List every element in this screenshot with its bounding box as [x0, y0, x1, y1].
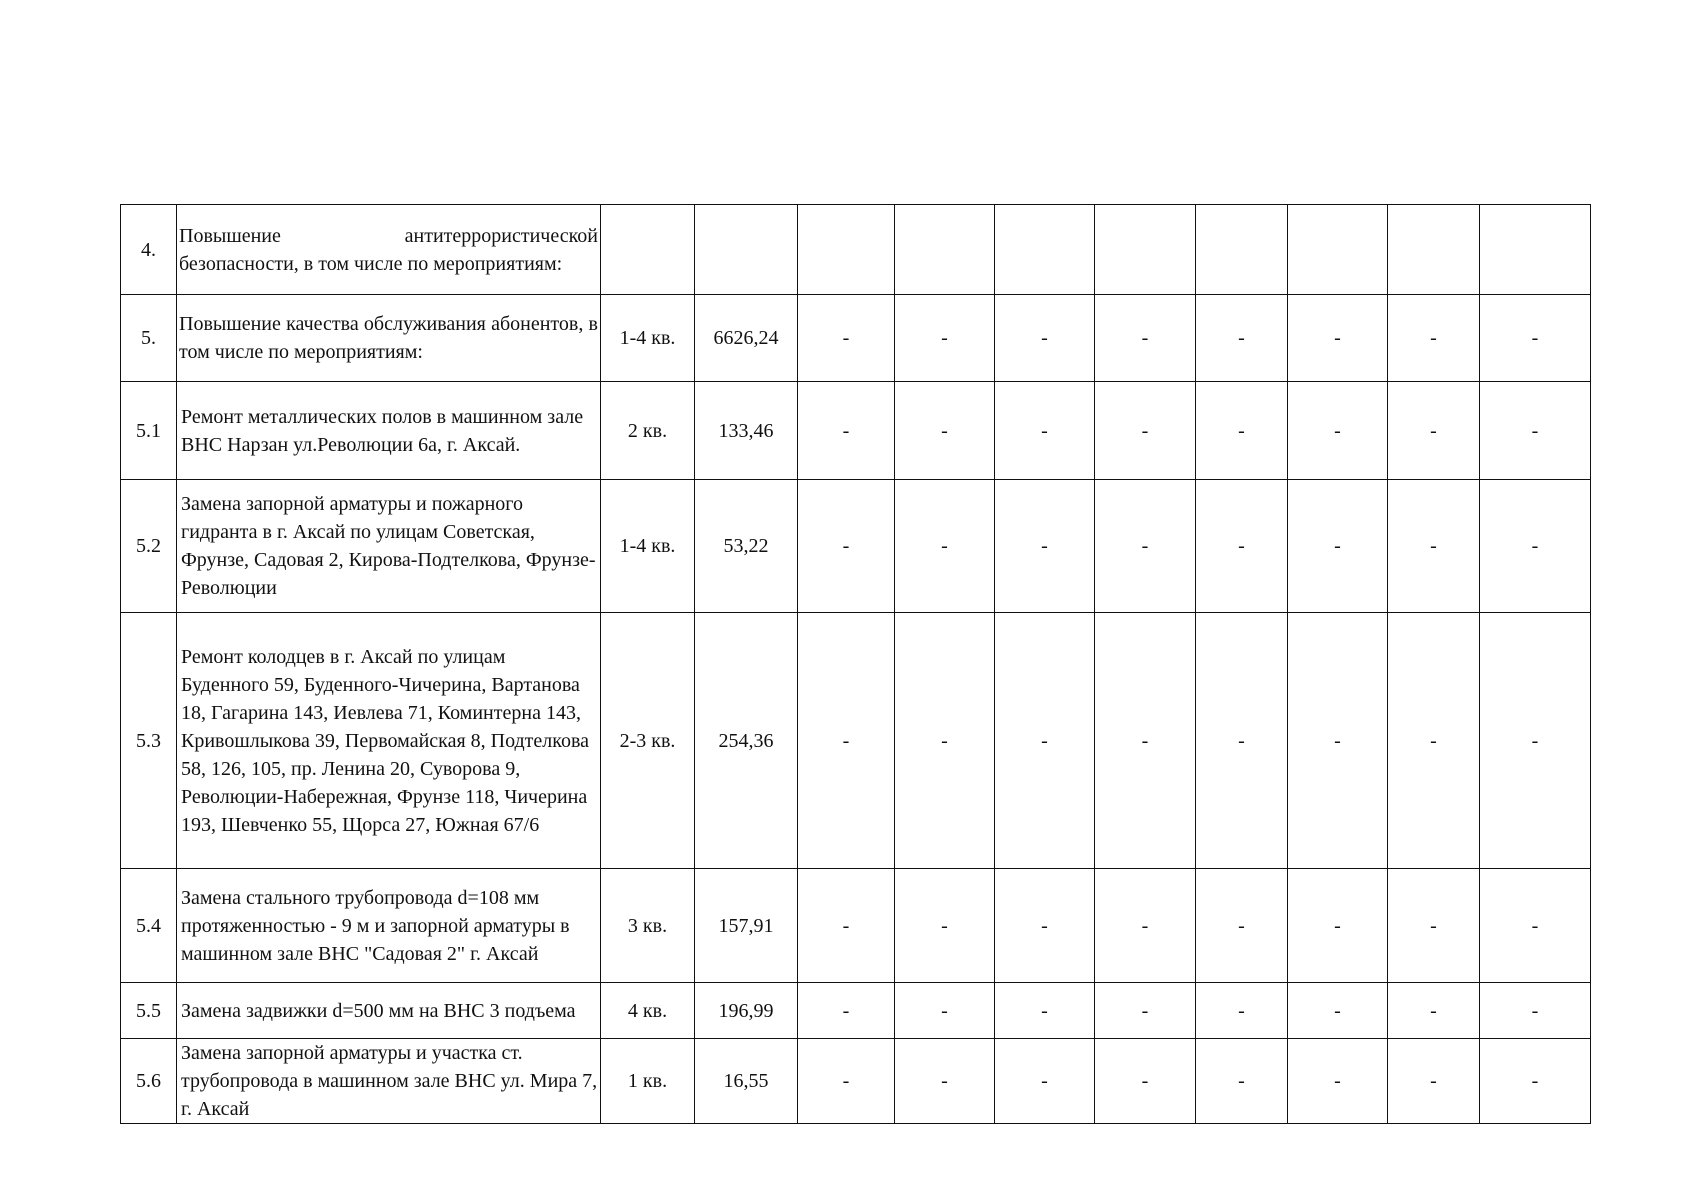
row-number: 5.4 — [121, 869, 177, 983]
row-cell: - — [1288, 869, 1388, 983]
row-cell: - — [1480, 613, 1591, 869]
row-amount: 157,91 — [695, 869, 798, 983]
table-row — [121, 295, 1591, 382]
row-name: Повышение антитеррористической безопасности, в том числе по мероприятиям: — [177, 205, 601, 295]
row-period: 1 кв. — [601, 1039, 695, 1124]
row-number: 5.5 — [121, 983, 177, 1039]
table-row — [121, 613, 1591, 869]
table-row — [121, 382, 1591, 480]
row-cell — [1196, 205, 1288, 295]
row-number: 5.1 — [121, 382, 177, 480]
row-cell: - — [798, 869, 895, 983]
row-period: 4 кв. — [601, 983, 695, 1039]
row-cell — [1288, 205, 1388, 295]
row-cell: - — [1480, 295, 1591, 382]
row-number: 5.6 — [121, 1039, 177, 1124]
row-cell: - — [1196, 382, 1288, 480]
table-row — [121, 1039, 1591, 1124]
row-cell: - — [1196, 613, 1288, 869]
row-cell: - — [1196, 1039, 1288, 1124]
row-cell: - — [895, 613, 995, 869]
row-cell — [1480, 205, 1591, 295]
row-cell: - — [1388, 983, 1480, 1039]
row-number: 5.2 — [121, 480, 177, 613]
row-cell: - — [1480, 983, 1591, 1039]
row-cell — [798, 205, 895, 295]
row-cell: - — [995, 382, 1095, 480]
row-cell: - — [1388, 869, 1480, 983]
row-cell: - — [1288, 382, 1388, 480]
row-cell — [1388, 205, 1480, 295]
row-cell: - — [995, 480, 1095, 613]
row-number: 5.3 — [121, 613, 177, 869]
row-cell: - — [995, 613, 1095, 869]
table-row — [121, 480, 1591, 613]
row-name: Замена стального трубопровода d=108 мм протяженностью - 9 м и запорной арматуры в машинном зале ВНС "Садовая 2" г. Аксай — [177, 869, 601, 983]
row-period: 1-4 кв. — [601, 295, 695, 382]
row-cell: - — [1480, 480, 1591, 613]
row-cell: - — [1480, 1039, 1591, 1124]
row-name: Ремонт металлических полов в машинном зале ВНС Нарзан ул.Революции 6а, г. Аксай. — [177, 382, 601, 480]
row-cell: - — [1388, 382, 1480, 480]
row-period: 1-4 кв. — [601, 480, 695, 613]
row-number: 5. — [121, 295, 177, 382]
row-cell: - — [1095, 983, 1196, 1039]
row-name: Повышение качества обслуживания абонентов, в том числе по мероприятиям: — [177, 295, 601, 382]
row-cell: - — [1288, 1039, 1388, 1124]
row-cell: - — [798, 983, 895, 1039]
row-cell: - — [1288, 295, 1388, 382]
row-cell: - — [895, 295, 995, 382]
table-row — [121, 205, 1591, 295]
row-cell: - — [798, 613, 895, 869]
row-amount: 16,55 — [695, 1039, 798, 1124]
row-cell: - — [1196, 295, 1288, 382]
row-amount: 53,22 — [695, 480, 798, 613]
row-period: 2 кв. — [601, 382, 695, 480]
row-period — [601, 205, 695, 295]
row-cell — [1095, 205, 1196, 295]
row-cell: - — [1388, 1039, 1480, 1124]
row-cell: - — [1196, 480, 1288, 613]
row-period: 2-3 кв. — [601, 613, 695, 869]
row-cell: - — [895, 983, 995, 1039]
row-cell: - — [1095, 1039, 1196, 1124]
row-cell: - — [798, 480, 895, 613]
row-name: Ремонт колодцев в г. Аксай по улицам Буденного 59, Буденного-Чичерина, Вартанова 18, Гагарина 143, Иевлева 71, Коминтерна 143, Кривошлыкова 39, Первомайская 8, Подтелкова 58, 126, 105, пр. Ленина 20, Суворова 9, Революции-Набережная, Фрунзе 118, Чичерина 193, Шевченко 55, Щорса 27, Южная 67/6 — [177, 613, 601, 869]
row-cell: - — [1095, 295, 1196, 382]
row-name: Замена запорной арматуры и пожарного гидранта в г. Аксай по улицам Советская, Фрунзе, Садовая 2, Кирова-Подтелкова, Фрунзе-Революции — [177, 480, 601, 613]
row-cell: - — [1095, 480, 1196, 613]
row-cell: - — [995, 869, 1095, 983]
row-cell: - — [1196, 869, 1288, 983]
row-cell: - — [1288, 480, 1388, 613]
row-cell: - — [1388, 613, 1480, 869]
row-cell: - — [1288, 613, 1388, 869]
measures-table — [120, 204, 1591, 1124]
row-name: Замена задвижки d=500 мм на ВНС 3 подъема — [177, 983, 601, 1039]
row-cell: - — [1288, 983, 1388, 1039]
row-cell: - — [798, 295, 895, 382]
row-cell — [995, 205, 1095, 295]
table-row — [121, 983, 1591, 1039]
row-cell — [895, 205, 995, 295]
row-cell: - — [798, 382, 895, 480]
row-cell: - — [1196, 983, 1288, 1039]
row-cell: - — [1095, 869, 1196, 983]
row-cell: - — [895, 869, 995, 983]
row-cell: - — [995, 983, 1095, 1039]
row-cell: - — [895, 480, 995, 613]
row-number: 4. — [121, 205, 177, 295]
row-period: 3 кв. — [601, 869, 695, 983]
row-cell: - — [1480, 869, 1591, 983]
table-row — [121, 869, 1591, 983]
row-cell: - — [798, 1039, 895, 1124]
row-amount: 6626,24 — [695, 295, 798, 382]
row-amount: 254,36 — [695, 613, 798, 869]
row-cell: - — [1095, 382, 1196, 480]
row-cell: - — [995, 1039, 1095, 1124]
row-cell: - — [1095, 613, 1196, 869]
row-cell: - — [895, 1039, 995, 1124]
row-amount: 133,46 — [695, 382, 798, 480]
row-cell: - — [1388, 295, 1480, 382]
row-cell: - — [1480, 382, 1591, 480]
row-name: Замена запорной арматуры и участка ст. трубопровода в машинном зале ВНС ул. Мира 7, г. Аксай — [177, 1039, 601, 1124]
row-amount: 196,99 — [695, 983, 798, 1039]
row-amount — [695, 205, 798, 295]
row-cell: - — [1388, 480, 1480, 613]
row-cell: - — [895, 382, 995, 480]
row-cell: - — [995, 295, 1095, 382]
